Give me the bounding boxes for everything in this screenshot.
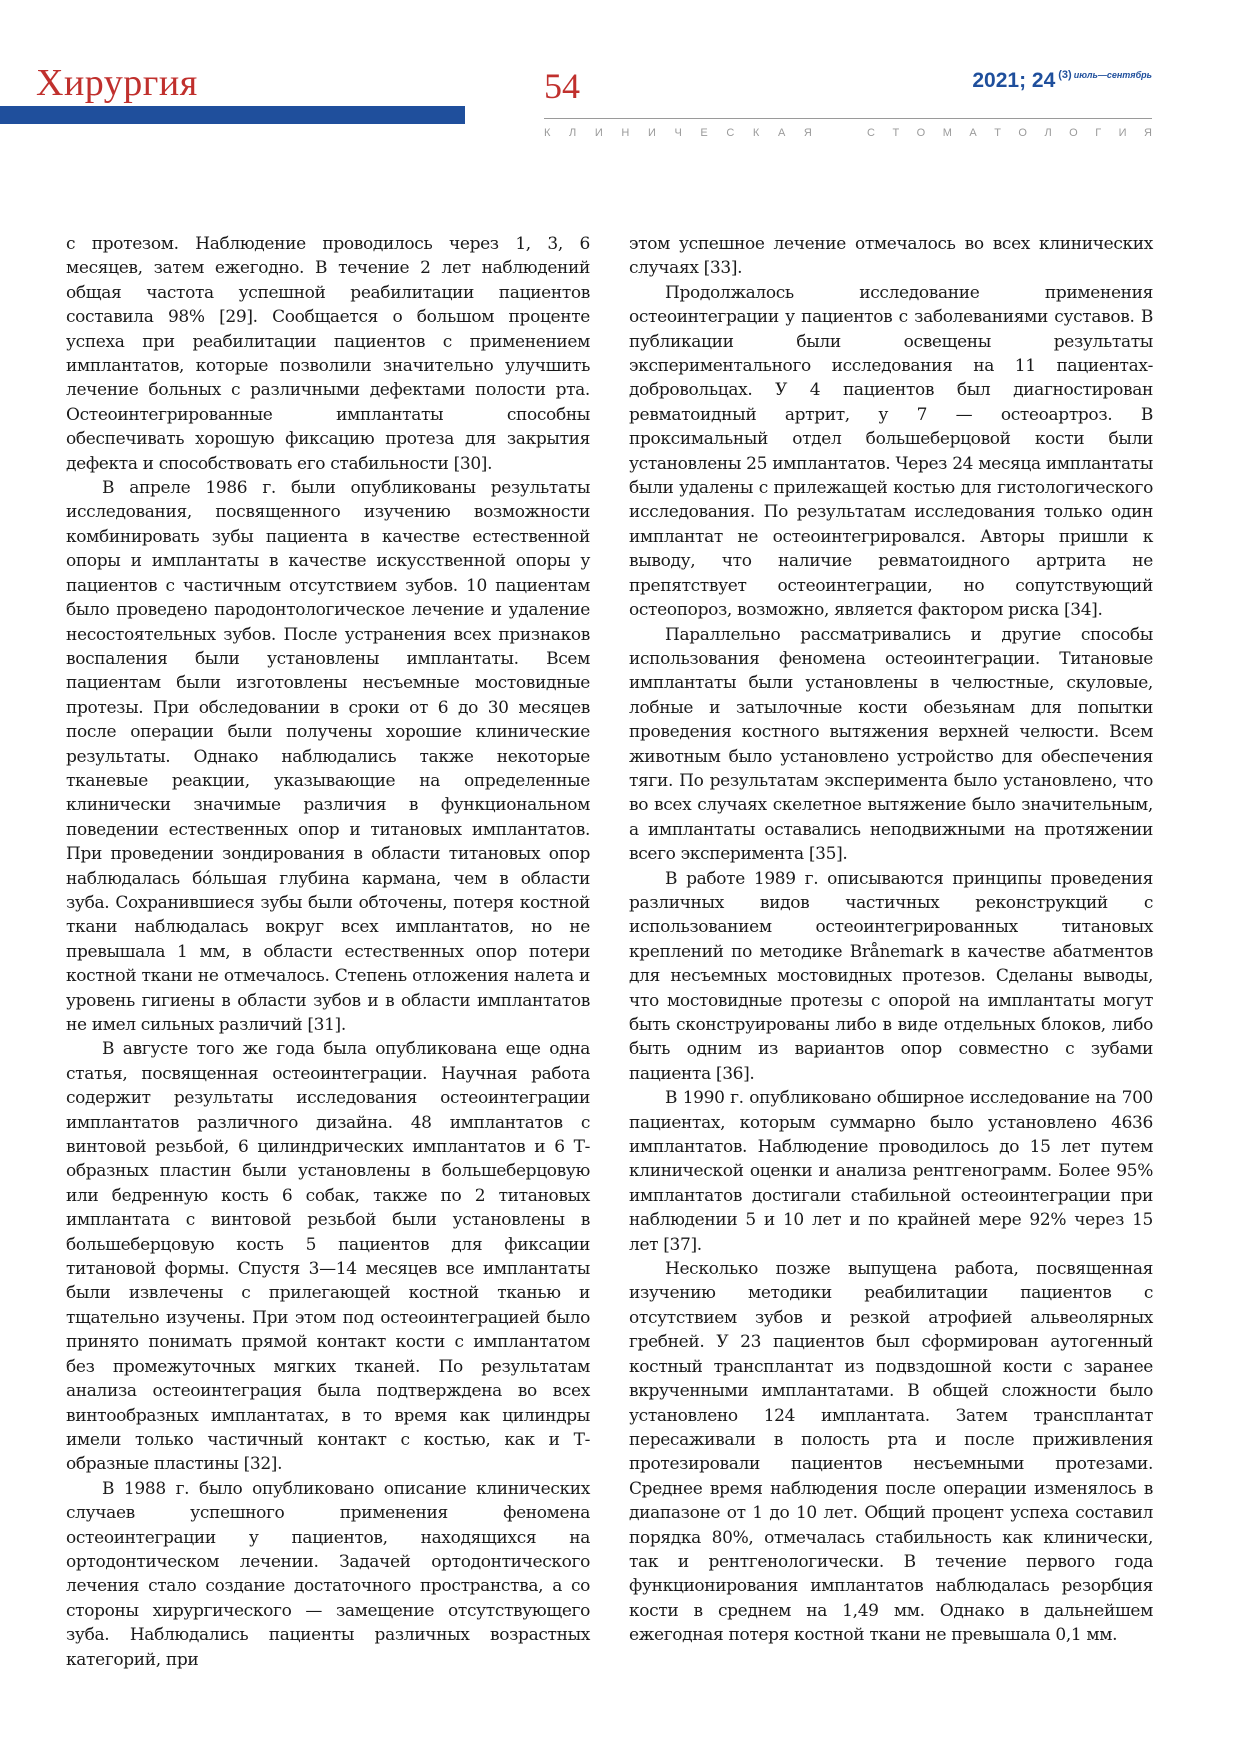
journal-letter: С [867, 127, 875, 139]
journal-letter: А [777, 127, 786, 139]
journal-letter: Г [1095, 127, 1102, 139]
journal-letter: О [1069, 127, 1078, 139]
journal-letter: А [969, 127, 977, 139]
journal-letter: Н [621, 127, 630, 139]
journal-word-2 [867, 127, 1152, 139]
journal-letter: О [1018, 127, 1027, 139]
journal-letter: И [594, 127, 603, 139]
paragraph: В апреле 1986 г. были опубликованы результаты исследования, посвященного изучению возможности комбинировать зубы пациента в качестве естественной опоры и имплантаты в качестве искусственной опоры у пациентов с частичным отсутствием зубов. 10 пациентам было проведено пародонтологическое лечение и удаление несостоятельных зубов. После устранения всех признаков воспаления были установлены имплантаты. Всем пациентам были изготовлены несъемные мостовидные протезы. При обследовании в сроки от 6 до 30 месяцев после операции были получены хорошие клинические результаты. Однако наблюдались также некоторые тканевые реакции, указывающие на определенные клинически значимые различия в функциональном поведении естественных опор и титановых имплантатов. При проведении зондирования в области титановых опор наблюдалась бóльшая глубина кармана, чем в области зуба. Сохранившиеся зубы были обточены, потеря костной ткани наблюдалась вокруг всех имплантатов, но не превышала 1 мм, в области естественных опор потери костной ткани не отмечалось. Степень отложения налета и уровень гигиены в области зубов и в области имплантатов не имел сильных различий [31]. [66, 478, 590, 1035]
journal-letter: С [726, 127, 735, 139]
paragraph: с протезом. Наблюдение проводилось через 1, 3, 6 месяцев, затем ежегодно. В течение 2 лет наблюдений общая частота успешной реабилитации пациентов составила 98% [29]. Сообщается о большом проценте успеха при реабилитации пациентов с применением имплантатов, которые позволили значительно улучшить лечение больных с различными дефектами полости рта. Остеоинтегрированные имплантаты способны обеспечивать хорошую фиксацию протеза для закрытия дефекта и способствовать его стабильности [30]. [66, 234, 590, 474]
journal-letter: Т [892, 127, 900, 139]
right-column [629, 232, 1153, 1648]
paragraph: В 1988 г. было опубликовано описание клинических случаев успешного применения феномена остеоинтеграции у пациентов, находящихся на ортодонтическом лечении. Задачей ортодонтического лечения стало создание достаточного пространства, а со стороны хирургического — замещение отсутствующего зуба. Наблюдались пациенты различных возрастных категорий, при [66, 1478, 590, 1670]
left-column [66, 232, 590, 1672]
header-rule [544, 118, 1152, 119]
journal-letter: Т [994, 127, 1001, 139]
paragraph: В работе 1989 г. описываются принципы проведения различных видов частичных реконструкций с использованием остеоинтегрированных титановых креплений по методике Brånemark в качестве абатментов для несъемных мостовидных протезов. Сделаны выводы, что мостовидные протезы с опорой на имплантаты могут быть сконструированы либо в виде отдельных блоков, либо быть одним из вариантов опор совместно с зубами пациента [36]. [629, 868, 1153, 1084]
issue-number: (3) [1058, 69, 1072, 81]
journal-letter: К [544, 127, 551, 139]
paragraph: Несколько позже выпущена работа, посвященная изучению методики реабилитации пациентов с отсутствием зубов и резкой атрофией альвеолярных гребней. У 23 пациентов был сформирован аутогенный костный трансплантат из подвздошной кости с заранее вкрученными имплантатами. В общей сложности было установлено 124 имплантата. Затем трансплантат пересаживали в полость рта и после приживления протезировали пациентов несъемными протезами. Среднее время наблюдения после операции изменялось в диапазоне от 1 до 10 лет. Общий процент успеха составил порядка 80%, отмечалась стабильность как клинически, так и рентгенологически. В течение первого года функционирования имплантатов наблюдалась резорбция кости в среднем на 1,49 мм. Однако в дальнейшем ежегодная потеря костной ткани не превышала 0,1 мм. [629, 1259, 1153, 1646]
journal-letter: Ч [674, 127, 682, 139]
paragraph: Продолжалось исследование применения остеоинтеграции у пациентов с заболеваниями суставов. В публикации были освещены результаты экспериментального исследования на 11 пациентах-добровольцах. У 4 пациентов был диагностирован ревматоидный артрит, у 7 — остеоартроз. В проксимальный отдел большеберцовой кости были установлены 25 имплантатов. Через 24 месяца имплантаты были удалены с прилежащей костью для гистологического исследования. По результатам исследования только один имплантат не остеоинтегрировался. Авторы пришли к выводу, что наличие ревматоидного артрита не препятствует остеоинтеграции, но сопутствующий остеопороз, возможно, является фактором риска [34]. [629, 282, 1153, 621]
issue-info [972, 70, 1152, 91]
issue-year-volume: 2021; 24 [972, 69, 1056, 92]
paragraph: В 1990 г. опубликовано обширное исследование на 700 пациентах, которым суммарно было установлено 4636 имплантатов. Наблюдение проводилось до 15 лет путем клинической оценки и анализа рентгенограмм. Более 95% имплантатов достигали стабильной остеоинтеграции при наблюдении 5 и 10 лет и по крайней мере 92% через 15 лет [37]. [629, 1088, 1153, 1255]
page-number: 54 [544, 66, 580, 106]
journal-letter: И [1118, 127, 1127, 139]
paragraph: этом успешное лечение отмечалось во всех клинических случаях [33]. [629, 234, 1153, 279]
journal-name [544, 127, 1152, 139]
journal-letter: О [916, 127, 926, 139]
journal-letter: Л [569, 127, 577, 139]
journal-letter: М [942, 127, 952, 139]
paragraph: В августе того же года была опубликована еще одна статья, посвященная остеоинтеграции. Научная работа содержит результаты исследования остеоинтеграции имплантатов различного дизайна. 48 имплантатов с винтовой резьбой, 6 цилиндрических имплантатов и 6 Т-образных пластин были установлены в большеберцовую или бедренную кость 6 собак, также по 2 титановых имплантата с винтовой резьбой были установлены в большеберцовую кость 5 пациентов для фиксации титановой формы. Спустя 3—14 месяцев все имплантаты были извлечены с прилегающей костной тканью и тщательно изучены. При этом под остеоинтеграцией было принято понимать прямой контакт кости с имплантатом без промежуточных мягких тканей. По результатам анализа остеоинтеграция была подтверждена во всех винтообразных имплантатах, в то время как цилиндры имели только частичный контакт с костью, как и Т-образные пластины [32]. [66, 1039, 590, 1475]
journal-word-1 [544, 127, 812, 139]
paragraph: Параллельно рассматривались и другие способы использования феномена остеоинтеграции. Титановые имплантаты были установлены в челюстные, скуловые, лобные и затылочные кости обезьянам для попытки проведения костного вытяжения верхней челюсти. Всем животным было установлено устройство для обеспечения тяги. По результатам эксперимента было установлено, что во всех случаях скелетное вытяжение было значительным, а имплантаты оставались неподвижными на протяжении всего эксперимента [35]. [629, 624, 1153, 865]
issue-months: июль—сентябрь [1073, 70, 1152, 80]
header-color-bar [0, 106, 465, 124]
journal-letter: К [752, 127, 760, 139]
journal-letter: Е [700, 127, 708, 139]
section-title: Хирургия [36, 62, 198, 104]
journal-letter: Я [1144, 127, 1152, 139]
journal-letter: Л [1044, 127, 1052, 139]
journal-letter: Я [803, 127, 812, 139]
journal-letter: И [647, 127, 656, 139]
